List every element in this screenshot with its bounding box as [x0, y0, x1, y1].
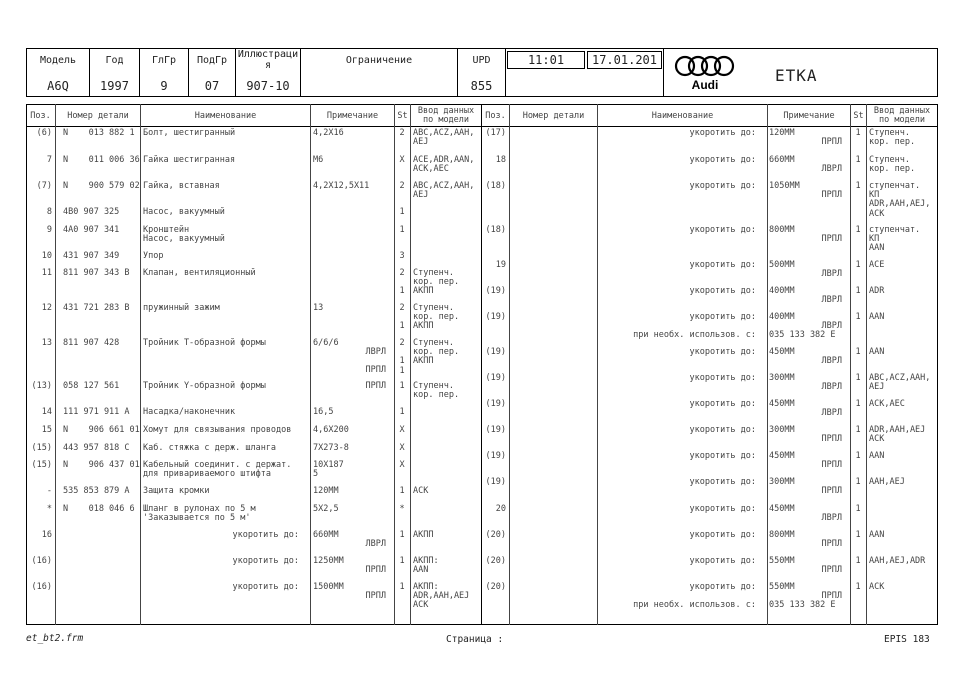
part-model: ступенчат. КП ADR,AAH,AEJ, ACK — [869, 181, 931, 219]
part-note: 6/6/6 — [313, 338, 339, 348]
table-row[interactable]: 10 — [41, 251, 52, 261]
part-name-extra: при необх. использов. с: — [633, 600, 756, 610]
part-name: укоротить до: — [689, 128, 756, 138]
part-name: укоротить до: — [689, 530, 756, 540]
part-side: ЛВРЛ — [821, 321, 842, 331]
part-model: AAH,AEJ — [869, 477, 905, 487]
model-label: Модель — [39, 55, 77, 66]
glgr-value[interactable]: 9 — [160, 79, 168, 93]
table-row[interactable]: (15) — [31, 443, 52, 453]
table-row[interactable]: (16) — [31, 582, 52, 592]
part-name: укоротить до: — [689, 477, 756, 487]
part-note: 500MM — [769, 260, 795, 270]
table-row[interactable]: 18 — [495, 155, 506, 165]
part-note: 4,6X200 — [313, 425, 349, 435]
podgr-value[interactable]: 07 — [204, 79, 220, 93]
col-part-right: Номер детали — [522, 111, 585, 121]
part-st: 2 1 — [399, 268, 405, 297]
illustration-value[interactable]: 907-10 — [246, 79, 290, 93]
table-row[interactable]: 8 — [46, 207, 52, 217]
part-side: ПРПЛ — [821, 565, 842, 575]
col-pos-right: Поз. — [485, 111, 506, 121]
part-model: ACE — [869, 260, 885, 270]
part-name: Гайка, вставная — [143, 181, 220, 191]
part-name-extra: при необх. использов. с: — [633, 330, 756, 340]
podgr-label: ПодГр — [196, 55, 228, 66]
part-model: Ступенч. кор. пер. АКПП — [413, 338, 460, 367]
part-name: укоротить до: — [689, 225, 756, 235]
part-note: 660MM — [313, 530, 339, 540]
part-number[interactable]: N 906 661 01 — [63, 425, 140, 435]
part-name: укоротить до: — [689, 399, 756, 409]
part-st: 1 — [855, 260, 861, 270]
table-row[interactable]: 15 — [41, 425, 52, 435]
part-model: АКПП: AAN — [413, 556, 439, 576]
part-model: AAN — [869, 451, 885, 461]
part-name: Шланг в рулонах по 5 м 'Заказывается по 5 м' — [143, 504, 256, 524]
part-name: Клапан, вентиляционный — [143, 268, 256, 278]
part-number[interactable]: 443 957 818 C — [63, 443, 130, 453]
part-name: Упор — [143, 251, 164, 261]
part-model: ABC,ACZ,AAH, AEJ — [413, 128, 475, 148]
part-name: Кронштейн Насос, вакуумный — [143, 225, 225, 245]
part-st: * — [399, 504, 405, 514]
limit-label: Ограничение — [345, 55, 413, 66]
part-side: ПРПЛ — [365, 565, 386, 575]
part-name: укоротить до: — [689, 155, 756, 165]
table-row[interactable]: (18) — [485, 225, 506, 235]
part-side: ЛВРЛ — [821, 513, 842, 523]
col-name-right: Наименование — [651, 111, 714, 121]
part-name: Хомут для связывания проводов — [143, 425, 292, 435]
table-row[interactable]: (19) — [485, 347, 506, 357]
part-model: ступенчат. КП AAN — [869, 225, 921, 254]
table-row[interactable]: (19) — [485, 477, 506, 487]
part-st: 1 — [855, 582, 861, 592]
part-st: 1 — [855, 399, 861, 409]
table-row[interactable]: 20 — [495, 504, 506, 514]
audi-logo-icon — [670, 52, 740, 92]
col-st-right: St — [853, 111, 864, 121]
part-number[interactable]: N 906 437 01 — [63, 460, 140, 470]
part-side: ЛВРЛ — [821, 269, 842, 279]
part-side: ЛВРЛ ПРПЛ — [365, 347, 386, 376]
part-side: ПРПЛ — [821, 539, 842, 549]
part-st: X — [399, 443, 405, 453]
part-number[interactable]: N 013 882 1 — [63, 128, 135, 138]
part-name: укоротить до: — [689, 181, 756, 191]
part-st: 2 1 1 — [399, 338, 405, 376]
table-row[interactable]: (15) — [31, 460, 52, 470]
part-note: 1500MM — [313, 582, 344, 592]
table-row[interactable]: 19 — [495, 260, 506, 270]
part-name: укоротить до: — [689, 286, 756, 296]
part-note: 5X2,5 — [313, 504, 339, 514]
part-note: 1250MM — [313, 556, 344, 566]
part-st: 1 — [855, 225, 861, 235]
part-name: укоротить до: — [689, 260, 756, 270]
upd-label: UPD — [472, 55, 491, 66]
part-side: ЛВРЛ — [821, 356, 842, 366]
part-model: ABC,ACZ,AAH, AEJ — [869, 373, 931, 393]
brand-text: Audi — [691, 78, 719, 92]
part-model: Ступенч. кор. пер. — [413, 381, 460, 401]
part-st: 1 — [855, 530, 861, 540]
table-row[interactable]: 9 — [46, 225, 52, 235]
table-row[interactable]: (19) — [485, 286, 506, 296]
part-note: 13 — [313, 303, 324, 313]
part-st: 1 — [855, 155, 861, 165]
part-st: 1 — [855, 181, 861, 191]
part-st: X — [399, 460, 405, 470]
part-note: 550MM — [769, 556, 795, 566]
part-name: Насадка/наконечник — [143, 407, 236, 417]
part-st: 1 — [399, 582, 405, 592]
part-name: Каб. стяжка с держ. шланга — [143, 443, 277, 453]
part-name: укоротить до: — [689, 451, 756, 461]
part-st: 1 — [399, 225, 405, 235]
footer-epis: EPIS 183 — [884, 634, 930, 645]
part-st: 1 — [855, 556, 861, 566]
part-model: АКПП: ADR,AAH,AEJ ACK — [413, 582, 470, 611]
part-model: ADR — [869, 286, 885, 296]
part-st: 1 — [399, 381, 405, 391]
part-note: 120MM — [313, 486, 339, 496]
table-row[interactable]: (19) — [485, 451, 506, 461]
part-name: Кабельный соединит. с держат. для привариваемого штифта — [143, 460, 292, 480]
part-name: Тройник Y-образной формы — [143, 381, 266, 391]
part-note: 450MM — [769, 347, 795, 357]
part-name: Гайка шестигранная — [143, 155, 236, 165]
table-row[interactable]: (20) — [485, 582, 506, 592]
table-row[interactable]: (20) — [485, 530, 506, 540]
part-side: ЛВРЛ — [821, 295, 842, 305]
part-name: укоротить до: — [232, 556, 299, 566]
illustration-label: Иллюстраци я — [237, 49, 299, 71]
part-number[interactable]: 811 907 428 — [63, 338, 120, 348]
part-note: 300MM — [769, 373, 795, 383]
part-st: 1 — [855, 128, 861, 138]
part-st: 2 — [399, 128, 405, 138]
date-value: 17.01.201 — [591, 53, 658, 67]
table-row[interactable]: - — [46, 486, 52, 496]
part-side: ПРПЛ — [365, 591, 386, 601]
part-model: Ступенч. кор. пер. — [869, 128, 916, 148]
table-row[interactable]: (6) — [36, 128, 52, 138]
part-model: AAN — [869, 347, 885, 357]
part-note: 800MM — [769, 530, 795, 540]
part-st: X — [399, 425, 405, 435]
part-st: 1 — [855, 373, 861, 383]
table-row[interactable]: 12 — [41, 303, 52, 313]
part-side: ПРПЛ — [821, 434, 842, 444]
part-name: укоротить до: — [689, 582, 756, 592]
part-model: Ступенч. кор. пер. АКПП — [413, 303, 460, 332]
part-st: 1 — [855, 504, 861, 514]
table-row[interactable]: 13 — [41, 338, 52, 348]
part-model: AAH,AEJ,ADR — [869, 556, 926, 566]
table-row[interactable]: (13) — [31, 381, 52, 391]
part-side: ЛВРЛ — [365, 539, 386, 549]
part-number[interactable]: N 900 579 02 — [63, 181, 140, 191]
part-number[interactable]: 4B0 907 325 — [63, 207, 120, 217]
part-name: укоротить до: — [232, 530, 299, 540]
part-name: укоротить до: — [689, 312, 756, 322]
part-st: 1 — [855, 312, 861, 322]
col-model-right: Ввод данных по модели — [873, 106, 931, 125]
part-st: 1 — [855, 286, 861, 296]
part-model: ACK,AEC — [869, 399, 905, 409]
upd-value: 855 — [470, 79, 493, 93]
part-name: укоротить до: — [689, 504, 756, 514]
app-title: ETKA — [775, 66, 818, 85]
footer-form-name: et_bt2.frm — [26, 633, 84, 644]
part-model: ACE,ADR,AAN, ACK,AEC — [413, 155, 475, 175]
part-note: 660MM — [769, 155, 795, 165]
col-pos: Поз. — [30, 111, 51, 121]
part-side: ПРПЛ — [821, 591, 842, 601]
part-note: 16,5 — [313, 407, 334, 417]
table-row[interactable]: (19) — [485, 425, 506, 435]
part-number[interactable]: 111 971 911 A — [63, 407, 130, 417]
part-side: ПРПЛ — [821, 460, 842, 470]
part-note: 300MM — [769, 477, 795, 487]
part-st: 1 — [399, 556, 405, 566]
col-name: Наименование — [194, 111, 257, 121]
part-side: ПРПЛ — [821, 234, 842, 244]
part-name: Защита кромки — [143, 486, 210, 496]
part-number[interactable]: 535 853 879 A — [63, 486, 130, 496]
footer-page-label: Страница : — [446, 634, 504, 645]
part-number[interactable]: N 018 046 6 — [63, 504, 135, 514]
table-row[interactable]: (7) — [36, 181, 52, 191]
col-note-right: Примечание — [783, 111, 835, 121]
table-row[interactable]: (18) — [485, 181, 506, 191]
part-number[interactable]: 431 721 283 B — [63, 303, 130, 313]
table-row[interactable]: (19) — [485, 373, 506, 383]
part-name: укоротить до: — [232, 582, 299, 592]
part-name: пружинный зажим — [143, 303, 220, 313]
part-model: ACK — [413, 486, 429, 496]
table-row[interactable]: (16) — [31, 556, 52, 566]
table-row[interactable]: 14 — [41, 407, 52, 417]
part-name: Тройник T-образной формы — [143, 338, 266, 348]
part-number[interactable]: N 011 006 36 — [63, 155, 140, 165]
part-st: 2 — [399, 181, 405, 191]
part-note: 7X273-8 — [313, 443, 349, 453]
model-value[interactable]: A6Q — [47, 79, 69, 93]
part-model: ABC,ACZ,AAH, AEJ — [413, 181, 475, 201]
table-row[interactable]: (19) — [485, 399, 506, 409]
part-model: AAN — [869, 312, 885, 322]
part-model: Ступенч. кор. пер. АКПП — [413, 268, 460, 297]
part-number[interactable]: 058 127 561 — [63, 381, 120, 391]
part-model: AAN — [869, 530, 885, 540]
part-note: 300MM — [769, 425, 795, 435]
part-model: ACK — [869, 582, 885, 592]
part-note: 450MM — [769, 504, 795, 514]
part-name: укоротить до: — [689, 347, 756, 357]
part-st: 1 — [399, 207, 405, 217]
part-note: 450MM — [769, 451, 795, 461]
part-note: 450MM — [769, 399, 795, 409]
part-note: 800MM — [769, 225, 795, 235]
part-note: 4,2X16 — [313, 128, 344, 138]
part-st: 1 — [399, 530, 405, 540]
table-row[interactable]: 11 — [41, 268, 52, 278]
col-model: Ввод данных по модели — [417, 106, 475, 125]
part-number[interactable]: 431 907 349 — [63, 251, 120, 261]
part-st: 1 — [399, 407, 405, 417]
part-note: 400MM — [769, 286, 795, 296]
part-st: 1 — [855, 451, 861, 461]
part-note-extra: 035 133 382 E — [769, 330, 836, 340]
part-side: ЛВРЛ — [821, 382, 842, 392]
part-model: Ступенч. кор. пер. — [869, 155, 916, 175]
part-side: ПРПЛ — [821, 486, 842, 496]
part-number[interactable]: 4A0 907 341 — [63, 225, 120, 235]
part-name: Болт, шестигранный — [143, 128, 236, 138]
part-side: ПРПЛ — [821, 190, 842, 200]
part-st: 1 — [399, 486, 405, 496]
part-name: укоротить до: — [689, 556, 756, 566]
part-note: 4,2X12,5X11 — [313, 181, 370, 191]
col-note: Примечание — [326, 111, 379, 121]
table-row[interactable]: 16 — [41, 530, 52, 540]
part-note: 400MM — [769, 312, 795, 322]
part-st: 1 — [855, 477, 861, 487]
part-name: Насос, вакуумный — [143, 207, 225, 217]
part-st: 2 1 — [399, 303, 405, 332]
part-note: 550MM — [769, 582, 795, 592]
part-side: ПРПЛ — [365, 381, 386, 391]
part-name: укоротить до: — [689, 425, 756, 435]
part-side: ЛВРЛ — [821, 164, 842, 174]
part-number[interactable]: 811 907 343 B — [63, 268, 130, 278]
time-value: 11:01 — [527, 53, 565, 67]
part-side: ЛВРЛ — [821, 408, 842, 418]
col-st: St — [397, 111, 408, 121]
table-row[interactable]: (19) — [485, 312, 506, 322]
part-note: 10X187 5 — [313, 460, 344, 480]
year-label: Год — [105, 55, 124, 66]
part-st: 1 — [855, 347, 861, 357]
table-row[interactable]: * — [46, 504, 52, 514]
year-value[interactable]: 1997 — [100, 79, 129, 93]
table-row[interactable]: (20) — [485, 556, 506, 566]
col-part: Номер детали — [67, 111, 129, 121]
part-side: ПРПЛ — [821, 137, 842, 147]
glgr-label: ГлГр — [151, 55, 177, 66]
part-note-extra: 035 133 382 E — [769, 600, 836, 610]
table-row[interactable]: 7 — [46, 155, 52, 165]
part-note: M6 — [313, 155, 324, 165]
part-note: 120MM — [769, 128, 795, 138]
part-name: укоротить до: — [689, 373, 756, 383]
part-model: ADR,AAH,AEJ ACK — [869, 425, 926, 445]
part-st: X — [399, 155, 405, 165]
part-st: 1 — [855, 425, 861, 435]
part-st: 3 — [399, 251, 405, 261]
table-row[interactable]: (17) — [485, 128, 506, 138]
part-note: 1050MM — [769, 181, 800, 191]
part-model: АКПП — [413, 530, 434, 540]
